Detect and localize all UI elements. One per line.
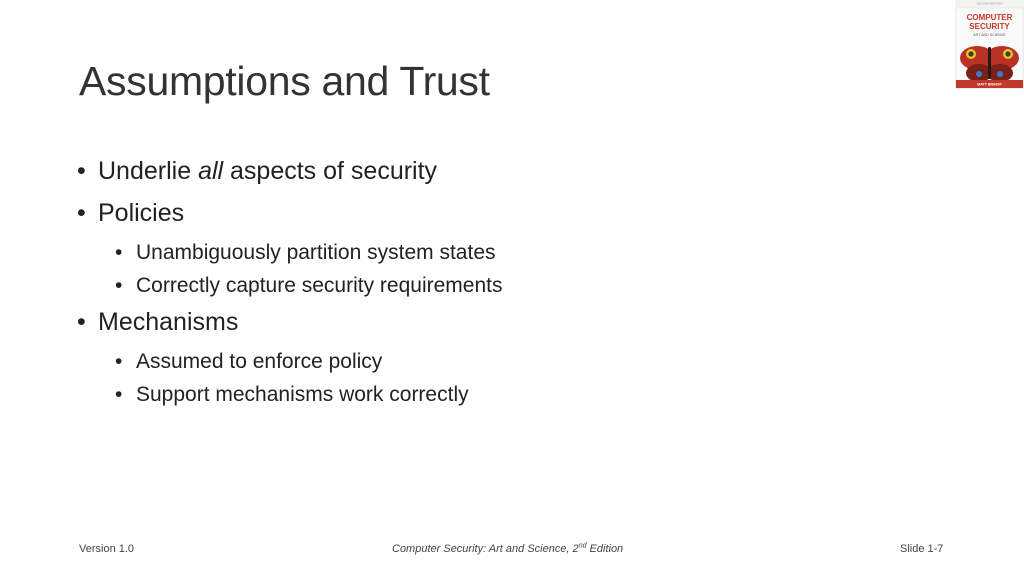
- cover-subtitle: ART AND SCIENCE: [973, 33, 1006, 37]
- footer-slide-number: Slide 1-7: [900, 543, 944, 555]
- bullet-text-emphasis: all: [198, 157, 224, 185]
- cover-author: MATT BISHOP: [977, 82, 1002, 87]
- footer-version: Version 1.0: [79, 543, 135, 555]
- bullet-text-post: aspects of security: [223, 157, 438, 185]
- sub-bullet-item: • Support mechanisms work correctly: [77, 381, 897, 409]
- sub-bullet-item: • Unambiguously partition system states: [77, 239, 897, 267]
- bullet-list: [77, 155, 897, 414]
- cover-title-line1: COMPUTER: [966, 13, 1013, 22]
- sub-bullet-item: • Correctly capture security requirements: [77, 272, 897, 300]
- bullet-item: • Mechanisms: [77, 306, 897, 338]
- footer-book-title: Computer Security: Art and Science, 2nd Edition: [392, 542, 624, 555]
- book-cover-image: [955, 0, 1024, 89]
- slide-title: Assumptions and Trust: [79, 58, 490, 104]
- cover-title-line2: SECURITY: [969, 22, 1010, 31]
- cover-edition-label: SECOND EDITION: [976, 1, 1003, 6]
- bullet-item: • Policies: [77, 197, 897, 229]
- bullet-text-pre: Underlie: [98, 157, 199, 185]
- bullet-item: [77, 155, 897, 187]
- sub-bullet-item: • Assumed to enforce policy: [77, 348, 897, 376]
